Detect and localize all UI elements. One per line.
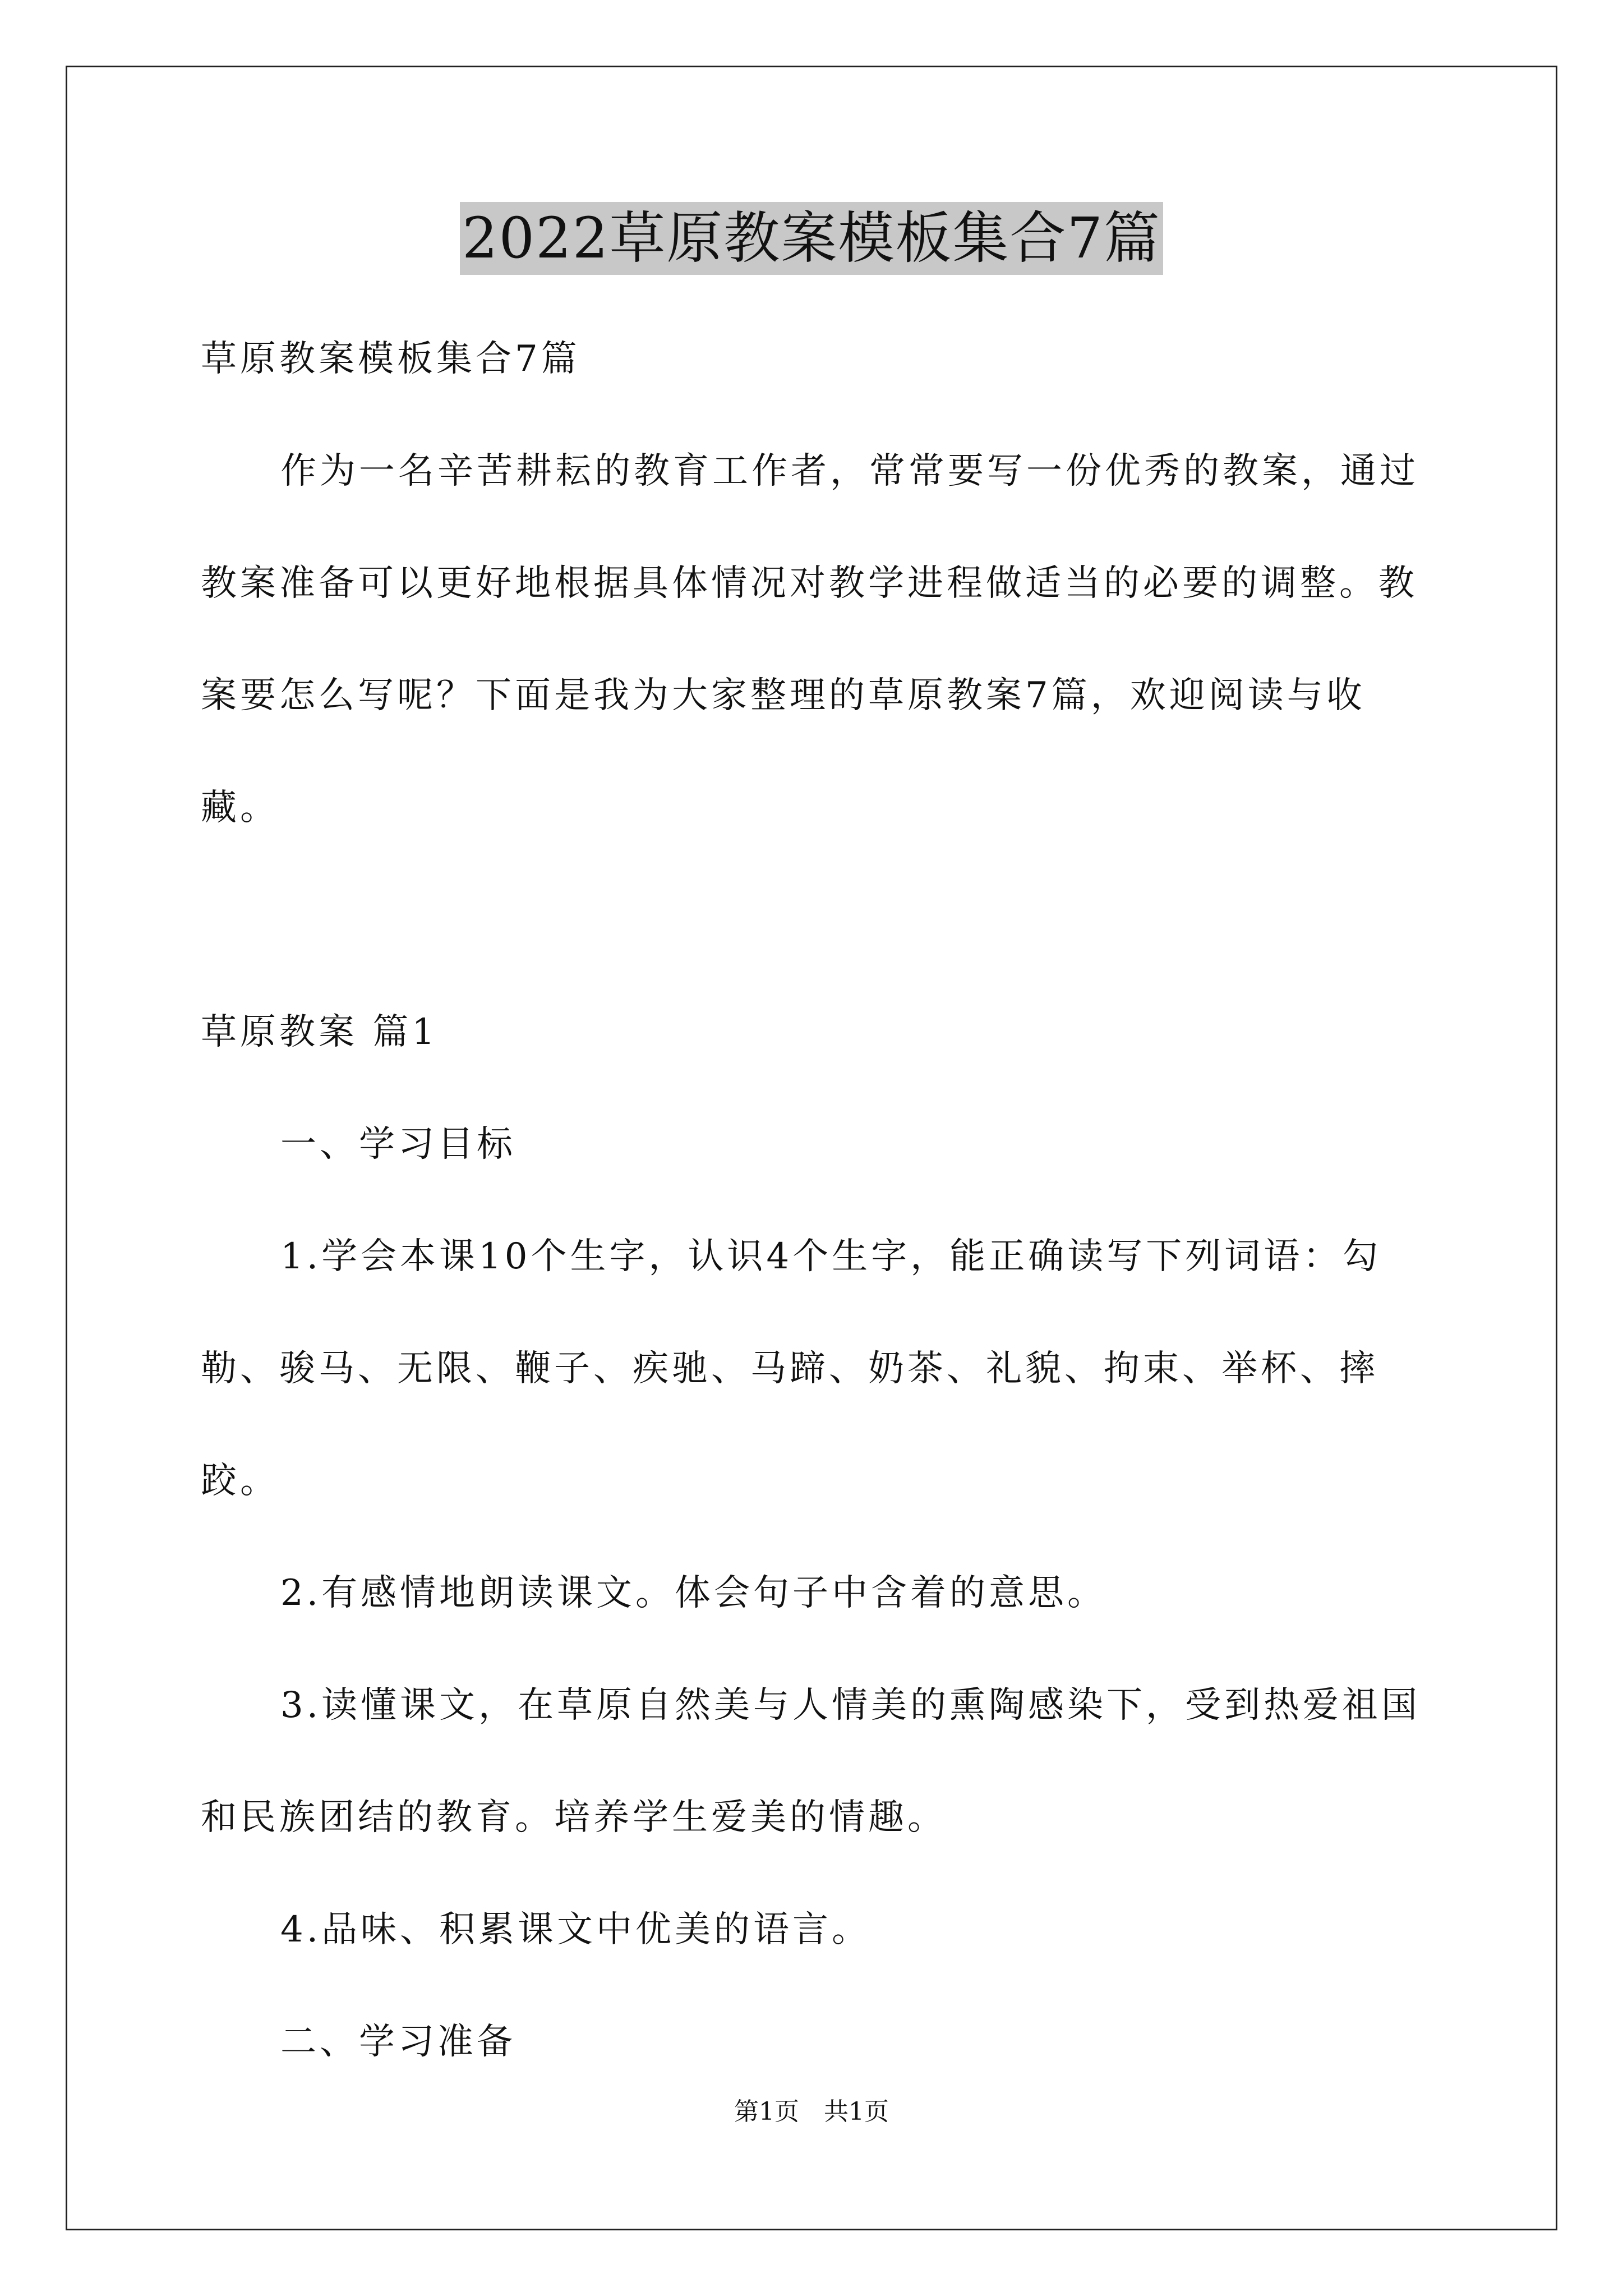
document-title: 2022草原教案模板集合7篇	[460, 202, 1163, 275]
goal-item-4: 4.品味、积累课文中优美的语言。	[280, 1909, 872, 1950]
document-subtitle: 草原教案模板集合7篇	[201, 338, 580, 380]
page-footer	[0, 2095, 1623, 2129]
document-body	[201, 303, 1435, 2098]
goal-item-3: 3.读懂课文，在草原自然美与人情美的熏陶感染下，受到热爱祖国和民族团结的教育。培养学生爱美的情趣。	[201, 1685, 1421, 1838]
title-container	[0, 202, 1623, 275]
heading-learning-preparation: 二、学习准备	[280, 2021, 516, 2063]
heading-learning-goals: 一、学习目标	[280, 1124, 516, 1165]
goal-item-2: 2.有感情地朗读课文。体会句子中含着的意思。	[280, 1572, 1107, 1614]
section-heading: 草原教案 篇1	[201, 1011, 439, 1053]
section-spacer	[201, 864, 1435, 976]
intro-paragraph: 作为一名辛苦耕耘的教育工作者，常常要写一份优秀的教案，通过教案准备可以更好地根据具体情况对教学进程做适当的必要的调整。教案要怎么写呢？下面是我为大家整理的草原教案7篇，欢迎阅读与收藏。	[201, 450, 1419, 829]
page-number: 第1页 共1页	[734, 2097, 889, 2126]
goal-item-1: 1.学会本课10个生字，认识4个生字，能正确读写下列词语：勾勒、骏马、无限、鞭子、疾驰、马蹄、奶茶、礼貌、拘束、举杯、摔跤。	[201, 1236, 1382, 1502]
